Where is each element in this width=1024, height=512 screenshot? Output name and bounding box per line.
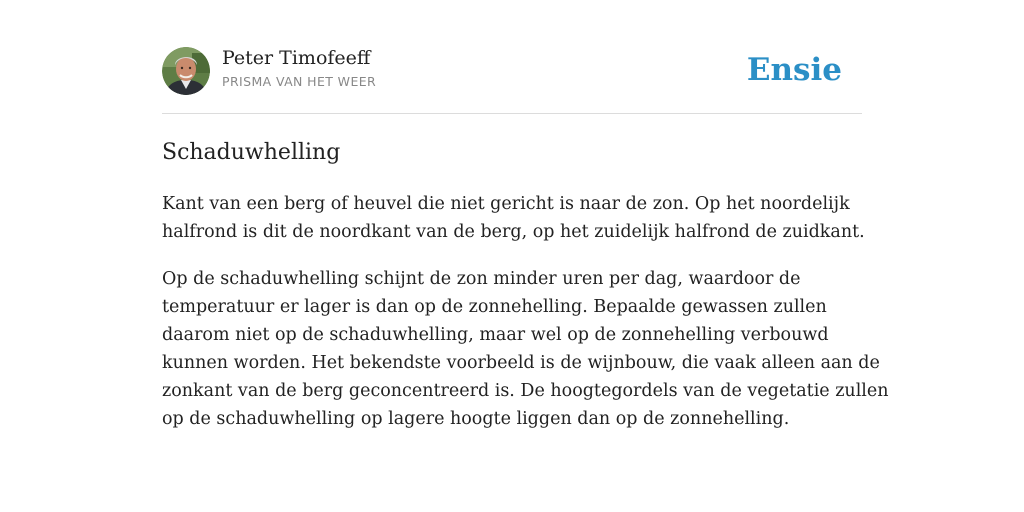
article-body — [162, 190, 889, 452]
paragraph-line: Op de schaduwhelling schijnt de zon minder uren per dag, waardoor de — [162, 269, 801, 289]
paragraph — [162, 190, 864, 246]
paragraph-line: zonkant van de berg geconcentreerd is. De hoogtegordels van de vegetatie zullen — [162, 381, 889, 401]
author-name[interactable]: Peter Timofeeff — [222, 47, 371, 69]
header-divider — [162, 113, 862, 114]
article-title: Schaduwhelling — [162, 140, 341, 165]
brand-logo[interactable]: Ensie — [746, 52, 842, 88]
paragraph-line: daarom niet op de schaduwhelling, maar wel op de zonnehelling verbouwd — [162, 325, 829, 345]
author-photo — [162, 47, 210, 95]
paragraph-line: Kant van een berg of heuvel die niet gericht is naar de zon. Op het noordelijk — [162, 194, 850, 214]
paragraph-line: temperatuur er lager is dan op de zonnehelling. Bepaalde gewassen zullen — [162, 297, 827, 317]
author-avatar[interactable] — [162, 47, 210, 95]
paragraph-line: kunnen worden. Het bekendste voorbeeld is de wijnbouw, die vaak alleen aan de — [162, 353, 880, 373]
article-header — [162, 46, 862, 96]
paragraph-line: halfrond is dit de noordkant van de berg, op het zuidelijk halfrond de zuidkant. — [162, 222, 865, 242]
paragraph — [162, 265, 889, 433]
paragraph-line: op de schaduwhelling op lagere hoogte liggen dan op de zonnehelling. — [162, 409, 790, 429]
author-subtitle[interactable]: PRISMA VAN HET WEER — [222, 74, 377, 89]
article-card — [162, 0, 889, 512]
